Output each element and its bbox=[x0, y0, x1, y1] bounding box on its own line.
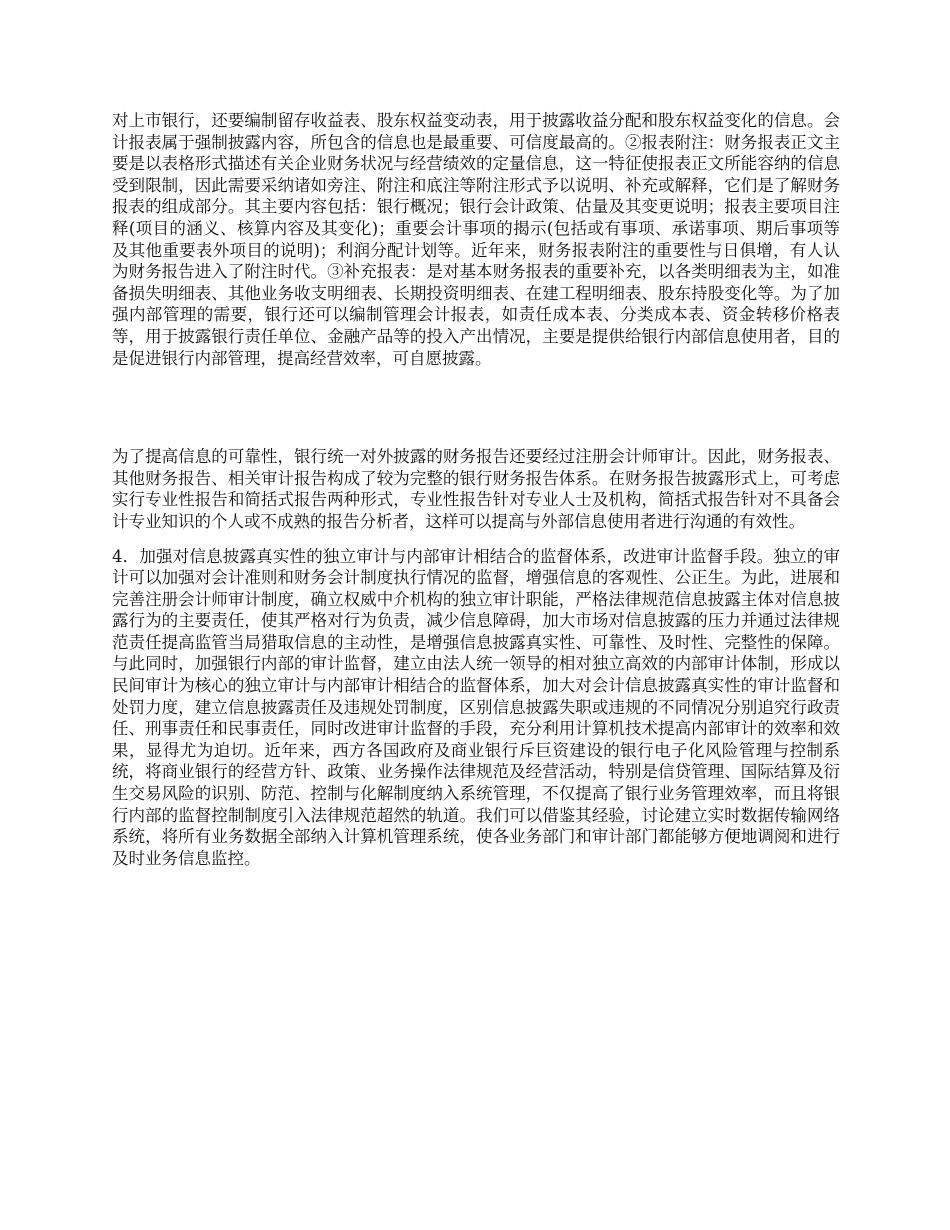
paragraph-audit-supervision: 4．加强对信息披露真实性的独立审计与内部审计相结合的监督体系，改进审计监督手段。独立的审计可以加强对会计准则和财务会计制度执行情况的监督，增强信息的客观性、公正生。为此，进展和完善注册会计师审计制度，确立权威中介机构的独立审计职能，严格法律规范信息披露主体对信息披露行为的主要责任，使其严格对行为负责，减少信息障碍，加大市场对信息披露的压力并通过法律规范责任提高监管当局猎取信息的主动性，是增强信息披露真实性、可靠性、及时性、完整性的保障。与此同时，加强银行内部的审计监督，建立由法人统一领导的相对独立高效的内部审计体制，形成以民间审计为核心的独立审计与内部审计相结合的监督体系，加大对会计信息披露真实性的审计监督和处罚力度，建立信息披露责任及违规处罚制度，区别信息披露失职或违规的不同情况分别追究行政责任、刑事责任和民事责任，同时改进审计监督的手段，充分利用计算机技术提高内部审计的效率和效果，显得尤为迫切。近年来，西方各国政府及商业银行斥巨资建设的银行电子化风险管理与控制系统，将商业银行的经营方针、政策、业务操作法律规范及经营活动，特别是信贷管理、国际结算及衍生交易风险的识别、防范、控制与化解制度纳入系统管理，不仅提高了银行业务管理效率，而且将银行内部的监督控制制度引入法律规范超然的轨道。我们可以借鉴其经验，讨论建立实时数据传输网络系统，将所有业务数据全部纳入计算机管理系统，使各业务部门和审计部门都能够方便地调阅和进行及时业务信息监控。 bbox=[112, 546, 840, 868]
paragraph-financial-statements: 对上市银行，还要编制留存收益表、股东权益变动表，用于披露收益分配和股东权益变化的信息。会计报表属于强制披露内容，所包含的信息也是最重要、可信度最高的。②报表附注：财务报表正文主要是以表格形式描述有关企业财务状况与经营绩效的定量信息，这一特征使报表正文所能容纳的信息受到限制，因此需要采纳诸如旁注、附注和底注等附注形式予以说明、补充或解释，它们是了解财务报表的组成部分。其主要内容包括：银行概况；银行会计政策、估量及其变更说明；报表主要项目注释(项目的涵义、核算内容及其变化)；重要会计事项的揭示(包括或有事项、承诺事项、期后事项等及其他重要表外项目的说明)；利润分配计划等。近年来，财务报表附注的重要性与日俱增，有人认为财务报告进入了附注时代。③补充报表：是对基本财务报表的重要补充，以各类明细表为主，如准备损失明细表、其他业务收支明细表、长期投资明细表、在建工程明细表、股东持股变化等。为了加强内部管理的需要，银行还可以编制管理会计报表，如责任成本表、分类成本表、资金转移价格表等，用于披露银行责任单位、金融产品等的投入产出情况，主要是提供给银行内部信息使用者，目的是促进银行内部管理，提高经营效率，可自愿披露。 bbox=[112, 111, 840, 368]
document-body bbox=[112, 110, 840, 869]
paragraph-audit-reliability: 为了提高信息的可靠性，银行统一对外披露的财务报告还要经过注册会计师审计。因此，财务报表、其他财务报告、相关审计报告构成了较为完整的银行财务报告体系。在财务报告披露形式上，可考虑实行专业性报告和简括式报告两种形式，专业性报告针对专业人士及机构，简括式报告针对不具备会计专业知识的个人或不成熟的报告分析者，这样可以提高与外部信息使用者进行沟通的有效性。 bbox=[112, 447, 840, 531]
